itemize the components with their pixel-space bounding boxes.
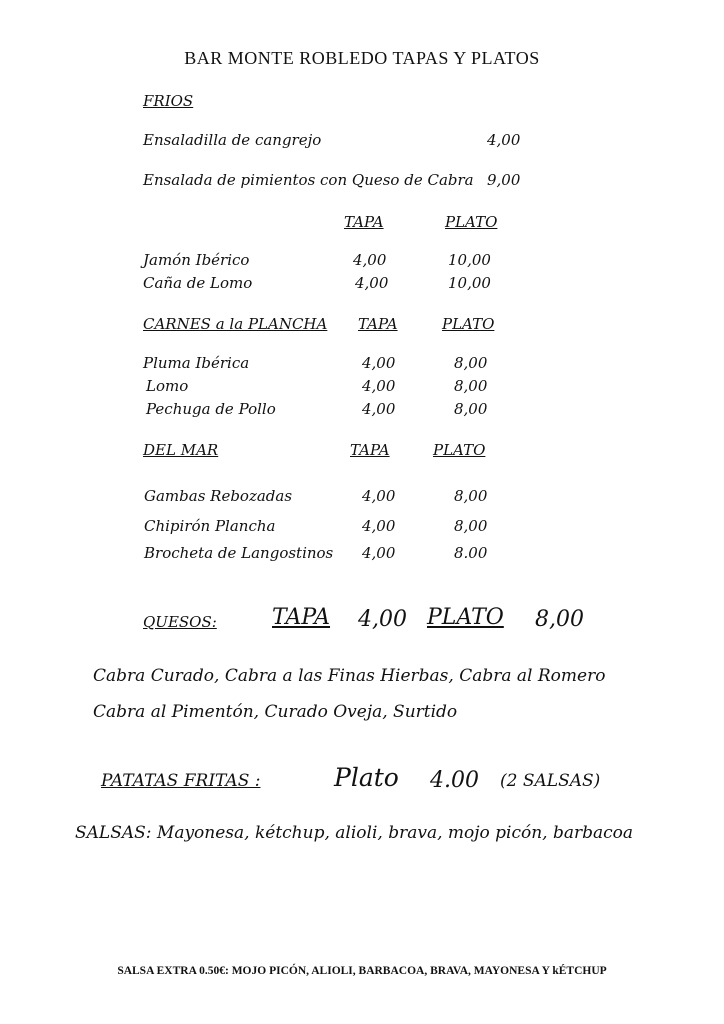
quesos-plato-label: PLATO — [427, 605, 504, 630]
menu-item-price: 9,00 — [487, 171, 521, 189]
menu-item-name: Lomo — [146, 377, 189, 395]
salsas-line: SALSAS: Mayonesa, kétchup, alioli, brava, mojo picón, barbacoa — [75, 823, 634, 843]
section-heading-quesos: QUESOS: — [143, 613, 217, 631]
quesos-varieties-line-2: Cabra al Pimentón, Curado Oveja, Surtido — [93, 702, 458, 722]
column-header-tapa: TAPA — [344, 213, 384, 231]
column-header-plato: PLATO — [445, 213, 498, 231]
page-title: BAR MONTE ROBLEDO TAPAS Y PLATOS — [184, 48, 540, 68]
menu-item-tapa-price: 4,00 — [362, 400, 396, 418]
menu-item-plato-price: 8,00 — [454, 400, 488, 418]
menu-item-plato-price: 8,00 — [454, 354, 488, 372]
menu-item-name: Caña de Lomo — [143, 274, 253, 292]
patatas-note: (2 SALSAS) — [500, 771, 601, 791]
menu-item-plato-price: 10,00 — [448, 274, 491, 292]
column-header-tapa: TAPA — [350, 441, 390, 459]
column-header-plato: PLATO — [433, 441, 486, 459]
menu-item-name: Ensalada de pimientos con Queso de Cabra — [143, 171, 474, 189]
menu-item-tapa-price: 4,00 — [362, 487, 396, 505]
section-heading-patatas: PATATAS FRITAS : — [101, 771, 261, 791]
menu-item-plato-price: 8.00 — [454, 544, 488, 562]
menu-item-tapa-price: 4,00 — [362, 354, 396, 372]
menu-item-name: Pechuga de Pollo — [146, 400, 276, 418]
menu-item-plato-price: 8,00 — [454, 517, 488, 535]
quesos-tapa-label: TAPA — [272, 605, 331, 630]
column-header-tapa: TAPA — [358, 315, 398, 333]
menu-item-name: Ensaladilla de cangrejo — [143, 131, 322, 149]
menu-item-name: Brocheta de Langostinos — [144, 544, 334, 562]
patatas-price: 4.00 — [430, 768, 479, 793]
section-heading-carnes: CARNES a la PLANCHA — [143, 315, 328, 333]
menu-item-tapa-price: 4,00 — [362, 544, 396, 562]
menu-item-plato-price: 8,00 — [454, 487, 488, 505]
menu-item-tapa-price: 4,00 — [362, 377, 396, 395]
menu-item-price: 4,00 — [487, 131, 521, 149]
patatas-plato-label: Plato — [334, 763, 399, 792]
section-heading-del-mar: DEL MAR — [143, 441, 219, 459]
section-heading-frios: FRIOS — [143, 92, 194, 110]
menu-item-plato-price: 10,00 — [448, 251, 491, 269]
menu-item-name: Pluma Ibérica — [143, 354, 250, 372]
quesos-varieties-line-1: Cabra Curado, Cabra a las Finas Hierbas, Cabra al Romero — [93, 666, 606, 686]
menu-item-tapa-price: 4,00 — [353, 251, 387, 269]
menu-item-name: Chipirón Plancha — [144, 517, 276, 535]
menu-item-name: Jamón Ibérico — [143, 251, 250, 269]
menu-item-name: Gambas Rebozadas — [144, 487, 293, 505]
quesos-plato-price: 8,00 — [535, 607, 584, 632]
menu-item-tapa-price: 4,00 — [355, 274, 389, 292]
menu-item-plato-price: 8,00 — [454, 377, 488, 395]
menu-item-tapa-price: 4,00 — [362, 517, 396, 535]
quesos-tapa-price: 4,00 — [358, 607, 407, 632]
footer-note: SALSA EXTRA 0.50€: MOJO PICÓN, ALIOLI, BARBACOA, BRAVA, MAYONESA Y kÉTCHUP — [117, 965, 607, 977]
column-header-plato: PLATO — [442, 315, 495, 333]
